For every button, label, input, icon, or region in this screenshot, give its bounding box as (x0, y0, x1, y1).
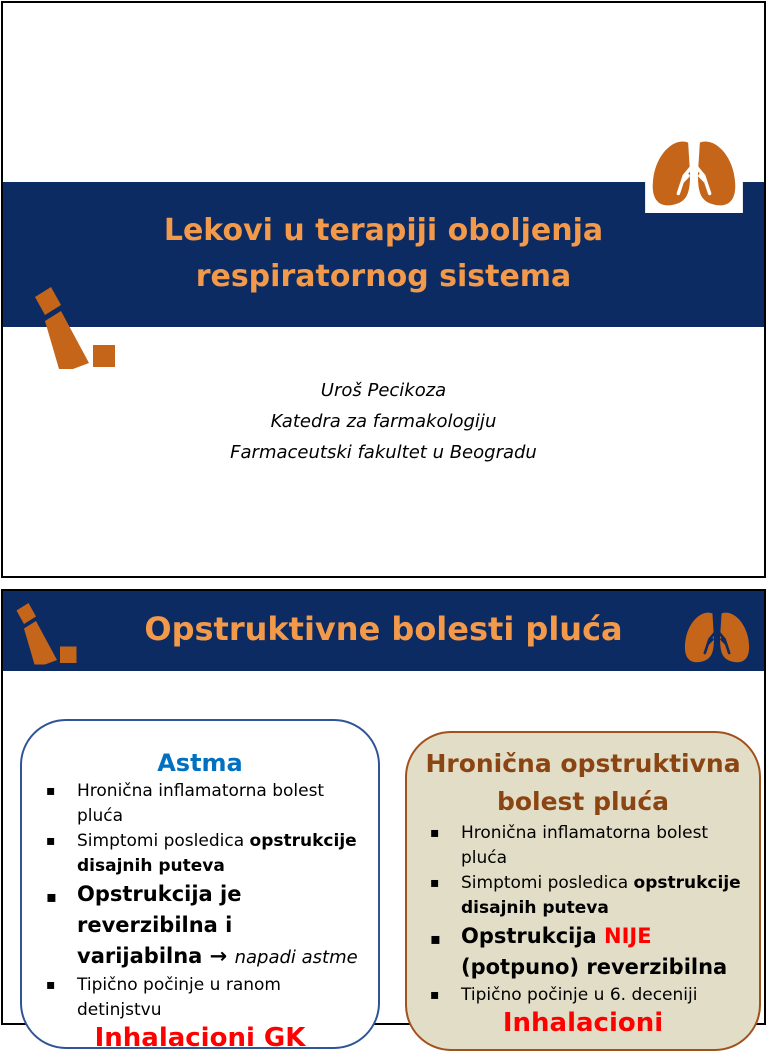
astma-list (22, 779, 378, 1023)
list-item: ▪ Simptomi posledica opstrukcije disajnih puteva (407, 871, 759, 921)
hopb-footer: Inhalacioni (502, 1008, 664, 1038)
faculty-name: Farmaceutski fakultet u Beogradu (230, 442, 537, 463)
slide-title: Opstruktivne bolesti pluća (144, 610, 623, 648)
list-item: ▪ Simptomi posledica opstrukcije disajnih puteva (22, 829, 378, 879)
astma-footer: Inhalacioni GK (94, 1023, 306, 1053)
list-item: ▪ Opstrukcija NIJE (potpuno) reverzibilna (407, 921, 759, 983)
author-block (3, 375, 764, 468)
title-slide (1, 1, 766, 578)
list-item: ▪ Opstrukcija je reverzibilna i varijabilna → napadi astme (22, 879, 378, 973)
content-slide (1, 589, 766, 1053)
hopb-panel (405, 731, 761, 1051)
astma-title: Astma (157, 749, 243, 777)
list-item: ▪ Tipično počinje u 6. deceniji (407, 983, 759, 1008)
hopb-list (407, 821, 759, 1008)
inhaler-icon (15, 601, 81, 665)
list-item: ▪ Tipično počinje u ranom detinjstvu (22, 973, 378, 1023)
lungs-icon (679, 599, 755, 669)
lungs-icon (645, 125, 743, 213)
author-name: Uroš Pecikoza (320, 380, 447, 401)
hopb-title: Hronična opstruktivna bolest pluća (425, 749, 741, 816)
astma-panel (20, 719, 380, 1053)
department-name: Katedra za farmakologiju (270, 411, 497, 432)
presentation-title: Lekovi u terapiji oboljenja respiratornog sistema (163, 213, 604, 294)
list-item: ▪ Hronična inflamatorna bolest pluća (407, 821, 759, 871)
list-item: ▪ Hronična inflamatorna bolest pluća (22, 779, 378, 829)
arrow-right-icon: → (209, 944, 228, 968)
